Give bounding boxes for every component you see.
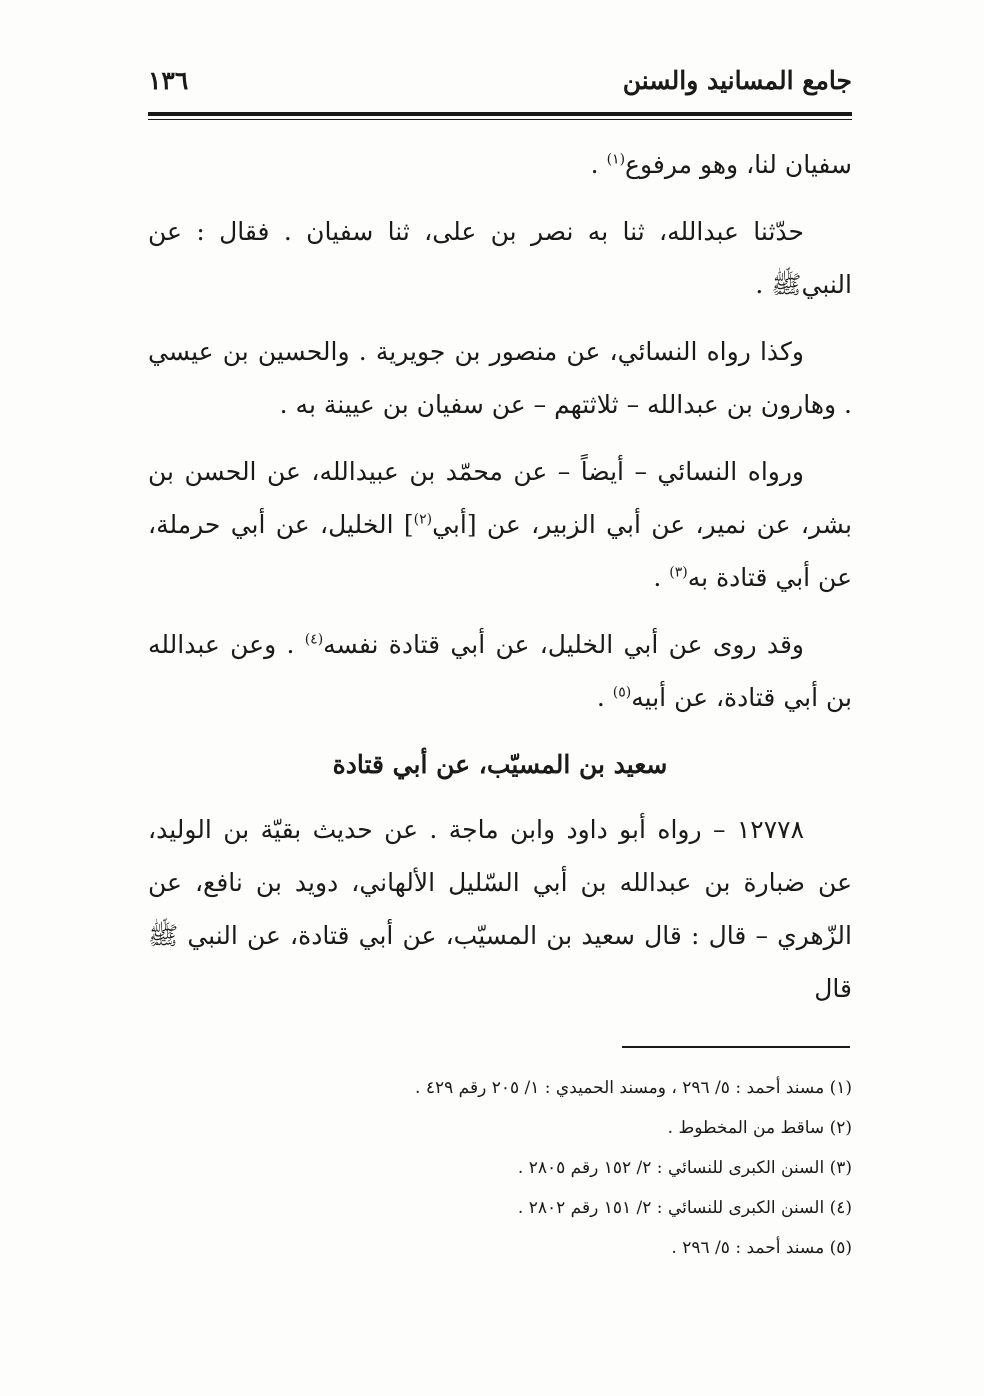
footnote-ref-5: (٥) xyxy=(612,684,632,701)
footnote-4: (٤) السنن الكبرى للنسائي : ٢/ ١٥١ رقم ٢٨٠٢ . xyxy=(517,1198,852,1218)
footnote-ref-4: (٤) xyxy=(304,631,324,648)
footnote-1: (١) مسند أحمد : ٥/ ٢٩٦ ، ومسند الحميدي : ١/ ٢٠٥ رقم ٤٢٩ . xyxy=(415,1078,852,1098)
paragraph-3: وكذا رواه النسائي، عن منصور بن جويرية . والحسين بن عيسي . وهارون بن عبدالله – ثلاثتهم – عن سفيان بن عيينة به . xyxy=(148,337,852,419)
header-rule-thin xyxy=(148,119,852,120)
footnote-ref-1: (١) xyxy=(606,151,626,168)
running-title: جامع المسانيد والسنن xyxy=(622,66,852,95)
paragraph-2: حدّثنا عبدالله، ثنا به نصر بن على، ثنا سفيان . فقال : عن النبيﷺ . xyxy=(148,217,852,299)
footnotes xyxy=(148,1068,852,1268)
footnote-3: (٣) السنن الكبرى للنسائي : ٢/ ١٥٢ رقم ٢٨٠٥ . xyxy=(517,1158,852,1178)
page-header xyxy=(148,60,852,108)
section-heading: سعيد بن المسيّب، عن أبي قتادة xyxy=(332,750,668,779)
paragraph-6: ١٢٧٧٨ – رواه أبو داود وابن ماجة . عن حديث بقيّة بن الوليد، عن ضبارة بن عبدالله بن أبي السّليل الألهاني، دويد بن نافع، عن الزّهري – قال : قال سعيد بن المسيّب، عن أبي قتادة، عن النبي ﷺ قال xyxy=(148,815,852,1003)
footnote-5: (٥) مسند أحمد : ٥/ ٢٩٦ . xyxy=(671,1238,852,1258)
paragraph-5: وقد روى عن أبي الخليل، عن أبي قتادة نفسه$^{(٤)}$ . وعن عبدالله بن أبي قتادة، عن أبيه$^{(٥)}$ . xyxy=(148,630,852,712)
footnote-rule xyxy=(622,1046,850,1048)
main-text xyxy=(148,138,852,1029)
footnote-2: (٢) ساقط من المخطوط . xyxy=(667,1118,852,1138)
footnote-ref-3: (٣) xyxy=(669,564,688,581)
footnote-ref-2: (٢) xyxy=(413,511,433,528)
paragraph-4: ورواه النسائي – أيضاً – عن محمّد بن عبيدالله، عن الحسن بن بشر، عن نمير، عن أبي الزبير، عن [أبي$^{(٢)}$] الخليل، عن أبي حرملة، عن أبي قتادة به$^{(٣)}$ . xyxy=(148,457,853,592)
header-rule xyxy=(148,112,852,116)
page-number: ١٣٦ xyxy=(148,66,189,95)
paragraph-1: سفيان لنا، وهو مرفوع$^{(١)}$ . xyxy=(590,150,852,179)
